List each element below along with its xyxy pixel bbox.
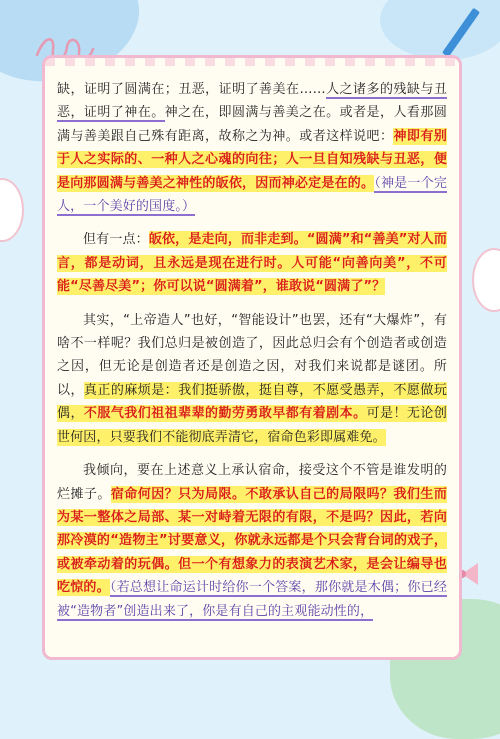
text-span-plain: 其实，“上帝造人”也好，“智能设计”也罢，还有“大爆炸”，有啥不一样呢？我们总归是被创造了，因此总归会有个创造者或创造之因，但无论是创造者还是创造之因，对我们来说都是谜团。所以， [57, 312, 447, 398]
note-card [42, 55, 462, 660]
text-span-plain: 但有一点： [83, 232, 149, 248]
paragraph-4 [57, 459, 447, 623]
text-span-note: （若总想让命运计时给你一个答案，那你就是木偶；你已经被“造物者”创造出来了，你是有自己的主观能动性的， [57, 580, 447, 619]
paragraph-3 [57, 309, 447, 449]
text-span-note: （神是一个完人，一个美好的国度。） [57, 175, 447, 215]
text-span-hl: 真正的麻烦是：我们挺骄傲，挺自尊，不愿受愚弄，不愿做玩偶， [57, 382, 447, 422]
text-span-underline: 人之诸多的残缺与丑恶，证明了神在。 [57, 82, 447, 121]
scallop-decoration-right [474, 250, 500, 310]
text-span-plain: 缺，证明了圆满在；丑恶，证明了善美在…… [57, 82, 326, 97]
paragraph-2 [57, 228, 447, 298]
text-span-red: 不服气我们祖祖辈辈的勤劳勇敢早都有着剧本。 [83, 406, 367, 422]
text-span-plain: 我倾向，要在上述意义上承认宿命，接受这个不管是谁发明的烂摊子。 [57, 463, 447, 502]
text-span-red: 宿命何因？只为局限。不敢承认自己的局限吗？我们生而为某一整体之局部、某一对峙着无限的有限，不是吗？因此，若向那冷漠的“造物主”讨要意义，你就永远都是个只会背台词的戏子，或被牵动着的玩偶。但一个有想象力的表演艺术家，是会让编导也吃惊的。 [57, 486, 447, 596]
text-span-red: 皈依，是走向，而非走到。“圆满”和“善美”对人而言，都是动词，且永远是现在进行时。人可能“向善向美”，不可能“尽善尽美”；你可以说“圆满着”，谁敢说“圆满了”？ [57, 232, 447, 295]
text-span-hl: 可是！无论创世何因，只要我们不能彻底弄清它，宿命色彩即属难免。 [57, 406, 447, 445]
text-span-plain: 神之在，即圆满与善美之在。或者是，人看那圆满与善美跟自己殊有距离，故称之为神。或者这样说吧： [57, 105, 447, 144]
paragraph-1 [57, 78, 447, 218]
scallop-decoration-left [0, 180, 22, 240]
text-span-red: 神即有别于人之实际的、一种人之心魂的向往；人一旦自知残缺与丑恶，便是向那圆满与善美之神性的皈依，因而神必定是在的。 [57, 128, 447, 191]
corner-cloud-top-right [380, 0, 500, 60]
article-body [57, 78, 447, 623]
